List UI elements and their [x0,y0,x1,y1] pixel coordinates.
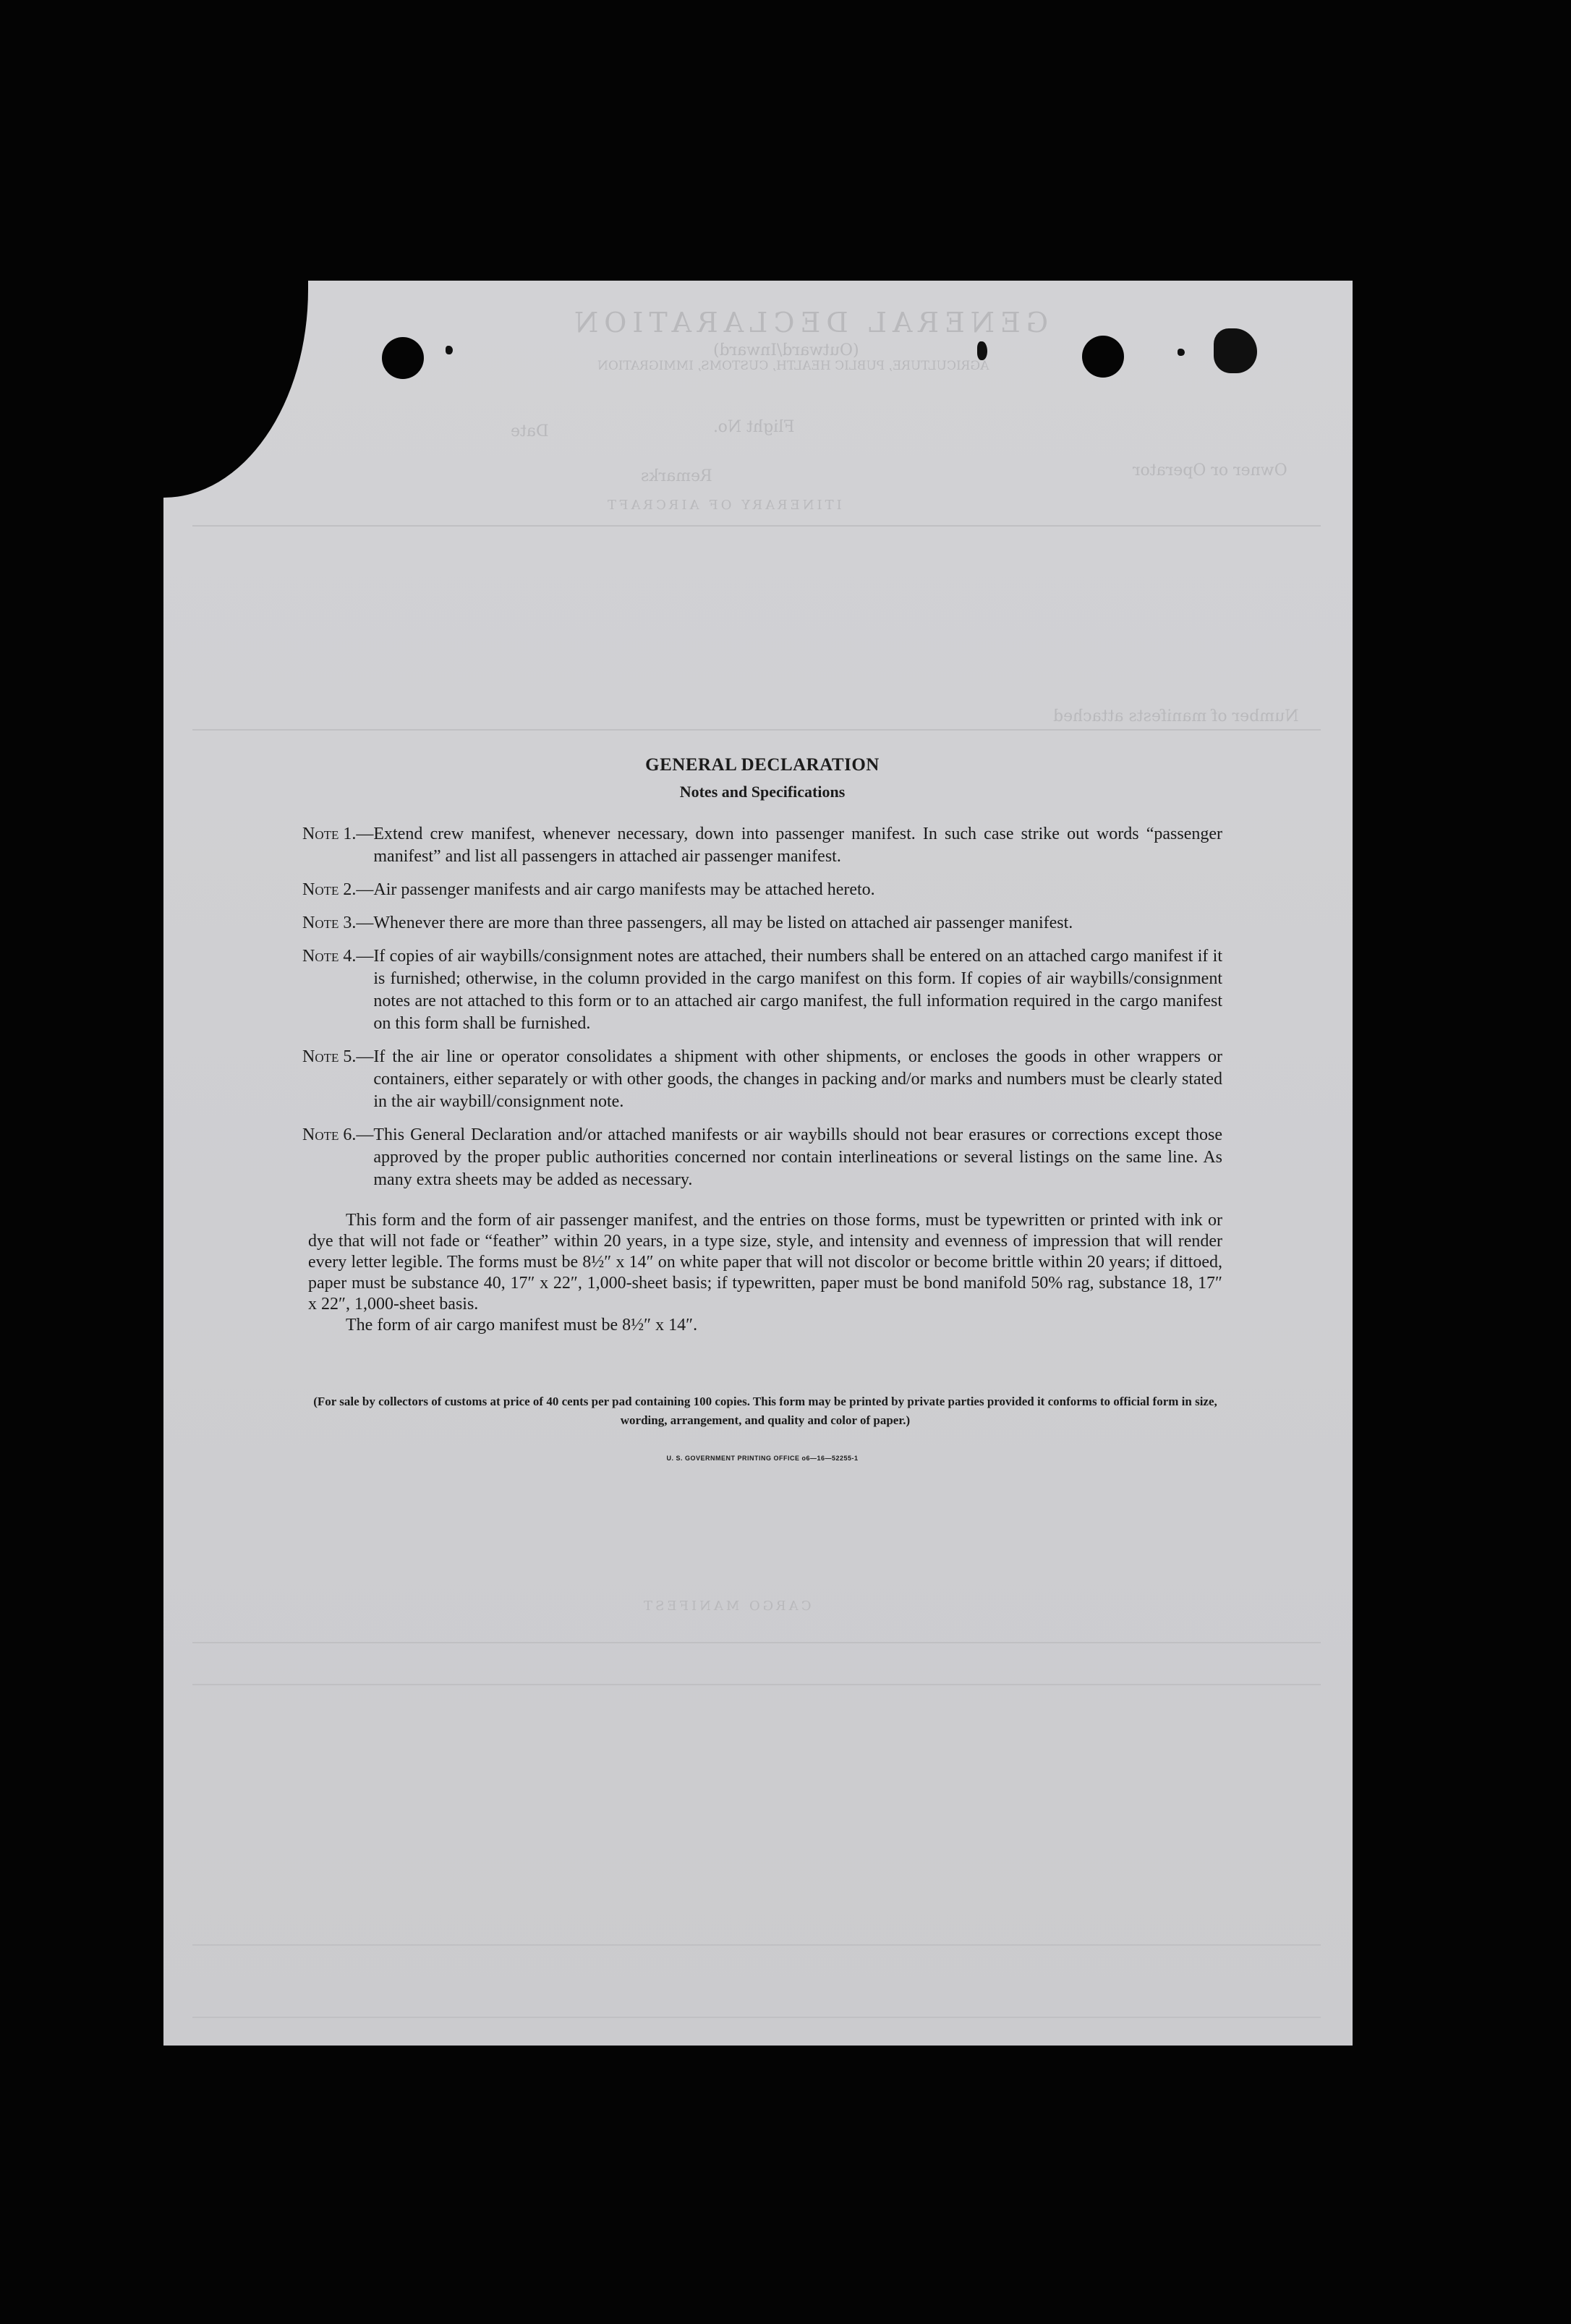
show-through-rule [192,729,1321,731]
ink-speck [446,346,453,354]
show-through-label: ITINERARY OF AIRCRAFT [605,498,842,513]
ink-blot [1214,328,1257,373]
show-through-rule [192,525,1321,527]
show-through-sub: (Outward/Inward) [713,341,859,359]
notes-section [302,755,1222,1462]
note-3 [302,912,1222,935]
ink-speck [1178,349,1185,356]
note-1 [302,823,1222,868]
note-label: Note 4.— [302,947,374,966]
note-label: Note 6.— [302,1125,374,1144]
printing-office-imprint: U. S. GOVERNMENT PRINTING OFFICE o6—16—52255-1 [666,1455,859,1462]
note-text: This General Declaration and/or attached manifests or air waybills should not bear erasures or corrections except those approved by the proper public authorities concerned nor contain interlineations or several listings on the same line. As many extra sheets may be added as necessary. [373,1125,1222,1189]
sale-note: (For sale by collectors of customs at price of 40 cents per pad containing 100 copies. This form may be printed by private parties provided it conforms to official form in size, wording, arrangement, and quality and color of paper.) [313,1395,1217,1427]
note-label: Note 2.— [302,880,374,899]
show-through-heading: GENERAL DECLARATION [569,307,1049,339]
show-through-label: Flight No. [713,418,795,436]
show-through-label: CARGO MANIFEST [641,1599,812,1614]
torn-corner [163,281,308,498]
ink-speck [977,341,987,360]
note-6 [302,1124,1222,1191]
note-text: Extend crew manifest, whenever necessary, down into passenger manifest. In such case strike out words “passenger manifest” and list all passengers in attached air passenger manifest. [373,825,1222,866]
note-4 [302,945,1222,1035]
note-label: Note 3.— [302,914,374,932]
show-through-label: Remarks [641,467,712,485]
punch-hole-left [382,337,424,379]
note-text: Whenever there are more than three passengers, all may be listed on attached air passenger manifest. [373,914,1073,932]
paper-sheet [163,281,1353,2046]
cargo-manifest-size-text: The form of air cargo manifest must be 8½″ x 14″. [346,1316,698,1335]
show-through-label: Number of manifests attached [1053,707,1299,725]
form-requirements-text: This form and the form of air passenger manifest, and the entries on those forms, must be typewritten or printed with ink or dye that will not fade or “feather” within 20 years, in a type size, style, and intensity and evenness of impression that will render every letter legible. The forms must be 8½″ x 14″ on white paper that will not discolor or become brittle within 20 years; if dittoed, paper must be substance 40, 17″ x 22″, 1,000-sheet basis; if typewritten, paper must be bond manifold 50% rag, substance 18, 17″ x 22″, 1,000-sheet basis. [308,1211,1222,1314]
note-text: If the air line or operator consolidates a shipment with other shipments, or encloses the goods in other wrappers or containers, either separately or with other goods, the changes in packing and/or marks and numbers must be clearly stated in the air waybill/consignment note. [373,1047,1222,1111]
form-requirements-paragraph [302,1210,1222,1336]
show-through-label: Date [511,422,549,440]
note-label: Note 1.— [302,825,374,843]
show-through-rule [192,1684,1321,1685]
show-through-rule [192,1944,1321,1946]
punch-hole-right [1082,336,1124,378]
document-title: GENERAL DECLARATION [645,755,880,775]
note-text: If copies of air waybills/consignment notes are attached, their numbers shall be entered on an attached cargo manifest if it is furnished; otherwise, in the column provided in the cargo manifest on this form. If copies of air waybills/consignment notes are not attached to this form or to an attached air cargo manifest, the full information required in the cargo manifest on this form shall be furnished. [373,947,1222,1033]
note-2 [302,879,1222,901]
show-through-rule [192,2017,1321,2018]
note-text: Air passenger manifests and air cargo manifests may be attached hereto. [373,880,875,899]
document-subtitle: Notes and Specifications [679,783,846,801]
show-through-rule [192,1642,1321,1643]
note-label: Note 5.— [302,1047,374,1066]
show-through-line: AGRICULTURE, PUBLIC HEALTH, CUSTOMS, IMMIGRATION [597,359,989,373]
show-through-label: Owner or Operator [1133,461,1287,480]
note-5 [302,1046,1222,1113]
